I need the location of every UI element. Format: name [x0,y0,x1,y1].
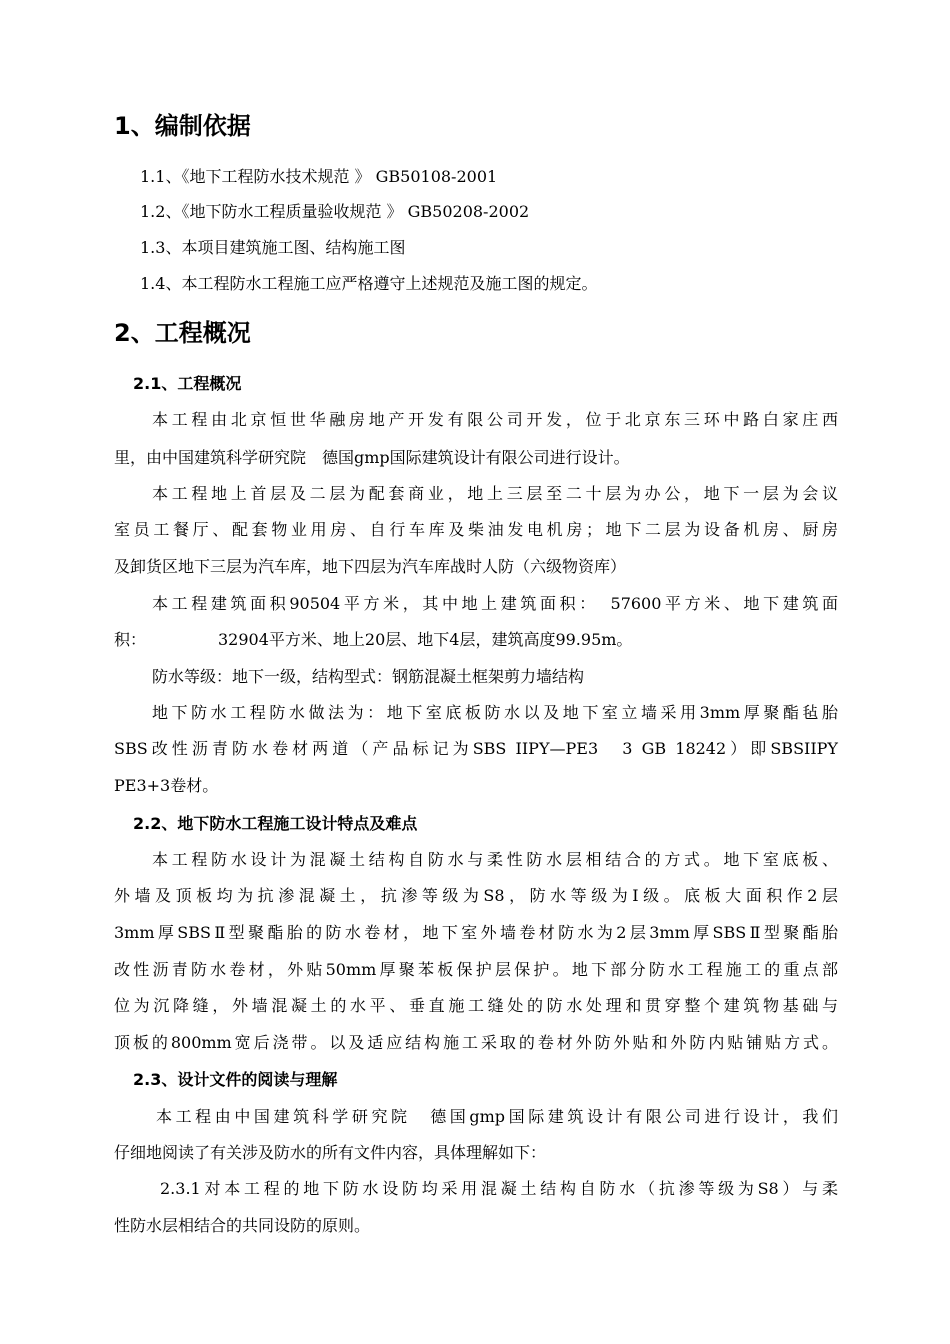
paragraph-line: 本工程由北京恒世华融房地产开发有限公司开发，位于北京东三环中路白家庄西 [152,410,838,429]
paragraph-line: 3mm厚SBSⅡ型聚酯胎的防水卷材，地下室外墙卷材防水为2层3mm厚SBSⅡ型聚酯胎 [114,923,838,942]
paragraph-line: 地下防水工程防水做法为：地下室底板防水以及地下室立墙采用3mm厚聚酯毡胎 [152,703,838,722]
reference-item-1: 1.1、《地下工程防水技术规范 》 GB50108-2001 [140,167,498,186]
paragraph-line: SBS改性沥青防水卷材两道（产品标记为SBS IIPY—PE3 3 GB 18242）即SBSIIPY [114,739,838,758]
reference-item-4: 1.4、本工程防水工程施工应严格遵守上述规范及施工图的规定。 [140,274,598,293]
paragraph-line: PE3+3卷材。 [114,776,219,795]
paragraph-line: 外墙及顶板均为抗渗混凝土，抗渗等级为S8，防水等级为Ⅰ级。底板大面积作2层 [114,886,838,905]
paragraph-line: 本工程由中国建筑科学研究院 德国gmp国际建筑设计有限公司进行设计，我们 [156,1107,838,1126]
reference-item-2: 1.2、《地下防水工程质量验收规范 》 GB50208-2002 [140,202,530,221]
subsection-2-1-heading: 2.1、工程概况 [133,374,242,393]
paragraph-line: 仔细地阅读了有关涉及防水的所有文件内容，具体理解如下： [114,1143,547,1162]
subsection-2-2-heading: 2.2、地下防水工程施工设计特点及难点 [133,814,418,833]
paragraph-line: 顶板的800mm宽后浇带。以及适应结构施工采取的卷材外防外贴和外防内贴铺贴方式。 [114,1033,838,1052]
paragraph-line: 本工程建筑面积90504平方米，其中地上建筑面积： 57600平方米、地下建筑面 [152,594,838,613]
paragraph-line: 积： 32904平方米、地上20层、地下4层，建筑高度99.95m。 [114,630,633,649]
reference-item-3: 1.3、本项目建筑施工图、结构施工图 [140,238,406,257]
paragraph-line: 2.3.1对本工程的地下防水设防均采用混凝土结构自防水（抗渗等级为S8）与柔 [160,1179,838,1198]
paragraph-line: 里，由中国建筑科学研究院 德国gmp国际建筑设计有限公司进行设计。 [114,448,630,467]
paragraph-line: 本工程防水设计为混凝土结构自防水与柔性防水层相结合的方式。地下室底板、 [152,850,838,869]
section-1-heading: 1、编制依据 [114,112,251,140]
section-2-heading: 2、工程概况 [114,319,251,347]
subsection-2-3-heading: 2.3、设计文件的阅读与理解 [133,1070,338,1089]
paragraph-line: 防水等级：地下一级，结构型式：钢筋混凝土框架剪力墙结构 [152,667,585,686]
paragraph-line: 本工程地上首层及二层为配套商业，地上三层至二十层为办公，地下一层为会议 [152,484,838,503]
paragraph-line: 性防水层相结合的共同设防的原则。 [114,1216,371,1235]
paragraph-line: 室员工餐厅、配套物业用房、自行车库及柴油发电机房；地下二层为设备机房、厨房 [114,520,838,539]
paragraph-line: 改性沥青防水卷材，外贴50mm厚聚苯板保护层保护。地下部分防水工程施工的重点部 [114,960,838,979]
paragraph-line: 及卸货区地下三层为汽车库，地下四层为汽车库战时人防（六级物资库） [114,557,627,576]
paragraph-line: 位为沉降缝，外墙混凝土的水平、垂直施工缝处的防水处理和贯穿整个建筑物基础与 [114,996,838,1015]
